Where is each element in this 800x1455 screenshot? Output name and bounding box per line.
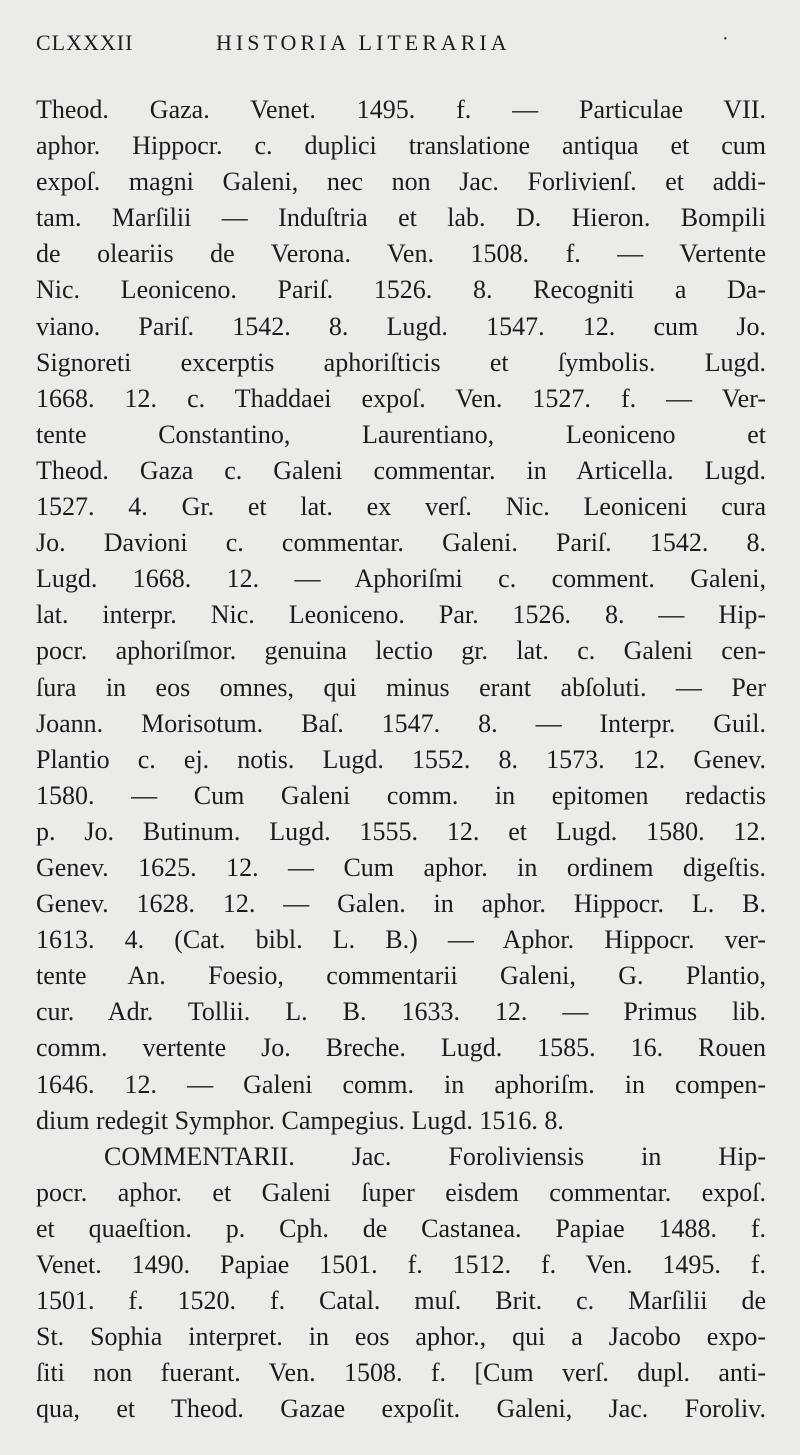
text-line: qua, et Theod. Gazae expoſit. Galeni, Jac. Foroliv. xyxy=(36,1394,766,1424)
text-line: dium redegit Symphor. Campegius. Lugd. 1516. 8. xyxy=(36,1105,564,1135)
text-line: cur. Adr. Tollii. L. B. 1633. 12. — Primus lib. xyxy=(36,997,766,1027)
text-line: 1580. — Cum Galeni comm. in epitomen redactis xyxy=(36,780,766,810)
text-line: tente An. Foesio, commentarii Galeni, G. Plantio, xyxy=(36,961,766,991)
text-line: Signoreti excerptis aphoriſticis et ſymbolis. Lugd. xyxy=(36,347,766,377)
text-line: Theod. Gaza. Venet. 1495. f. — Particulae VII. xyxy=(36,95,766,124)
text-line: 1613. 4. (Cat. bibl. L. B.) — Aphor. Hippocr. ver- xyxy=(36,925,766,955)
text-line: aphor. Hippocr. c. duplici translatione antiqua et cum xyxy=(36,131,766,161)
body-text xyxy=(36,92,766,1427)
text-line: ſura in eos omnes, qui minus erant abſoluti. — Per xyxy=(36,672,766,702)
text-line: p. Jo. Butinum. Lugd. 1555. 12. et Lugd. 1580. 12. xyxy=(36,816,766,846)
section-start-line: COMMENTARII. Jac. Foroliviensis in Hip- xyxy=(104,1141,766,1171)
text-line: Genev. 1628. 12. — Galen. in aphor. Hippocr. L. B. xyxy=(36,889,766,919)
text-line: St. Sophia interpret. in eos aphor., qui a Jacobo expo- xyxy=(36,1322,766,1352)
header-mark: · xyxy=(722,28,729,50)
text-line: Lugd. 1668. 12. — Aphoriſmi c. comment. Galeni, xyxy=(36,564,766,594)
text-line: 1668. 12. c. Thaddaei expoſ. Ven. 1527. f. — Ver- xyxy=(36,383,766,413)
running-header xyxy=(36,30,764,62)
text-line: 1527. 4. Gr. et lat. ex verſ. Nic. Leoniceni cura xyxy=(36,492,766,522)
text-line: expoſ. magni Galeni, nec non Jac. Forlivienſ. et addi- xyxy=(36,167,766,197)
page-number: CLXXXII xyxy=(36,30,134,55)
text-line: 1501. f. 1520. f. Catal. muſ. Brit. c. Marſilii de xyxy=(36,1286,766,1316)
text-line: pocr. aphoriſmor. genuina lectio gr. lat. c. Galeni cen- xyxy=(36,636,766,666)
text-line: de oleariis de Verona. Ven. 1508. f. — Vertente xyxy=(36,239,766,269)
text-line: Jo. Davioni c. commentar. Galeni. Pariſ. 1542. 8. xyxy=(36,528,766,558)
text-line: pocr. aphor. et Galeni ſuper eisdem commentar. expoſ. xyxy=(36,1177,766,1207)
text-line: Venet. 1490. Papiae 1501. f. 1512. f. Ven. 1495. f. xyxy=(36,1250,766,1279)
text-line: Plantio c. ej. notis. Lugd. 1552. 8. 1573. 12. Genev. xyxy=(36,744,766,774)
text-line: lat. interpr. Nic. Leoniceno. Par. 1526. 8. — Hip- xyxy=(36,600,766,630)
text-line: viano. Pariſ. 1542. 8. Lugd. 1547. 12. cum Jo. xyxy=(36,311,766,341)
text-line: tente Constantino, Laurentiano, Leoniceno et xyxy=(36,419,766,449)
text-line: et quaeſtion. p. Cph. de Castanea. Papiae 1488. f. xyxy=(36,1213,766,1243)
text-line: Nic. Leoniceno. Pariſ. 1526. 8. Recogniti a Da- xyxy=(36,275,766,305)
text-line: tam. Marſilii — Induſtria et lab. D. Hieron. Bompili xyxy=(36,203,766,233)
text-line: ſiti non fuerant. Ven. 1508. f. [Cum verſ. dupl. anti- xyxy=(36,1358,766,1388)
running-title: HISTORIA LITERARIA xyxy=(216,30,511,55)
text-line: Joann. Morisotum. Baſ. 1547. 8. — Interpr. Guil. xyxy=(36,708,766,738)
text-line: Theod. Gaza c. Galeni commentar. in Articella. Lugd. xyxy=(36,455,766,485)
text-line: comm. vertente Jo. Breche. Lugd. 1585. 16. Rouen xyxy=(36,1033,766,1063)
text-line: Genev. 1625. 12. — Cum aphor. in ordinem digeſtis. xyxy=(36,852,766,882)
text-line: 1646. 12. — Galeni comm. in aphoriſm. in compen- xyxy=(36,1069,766,1099)
